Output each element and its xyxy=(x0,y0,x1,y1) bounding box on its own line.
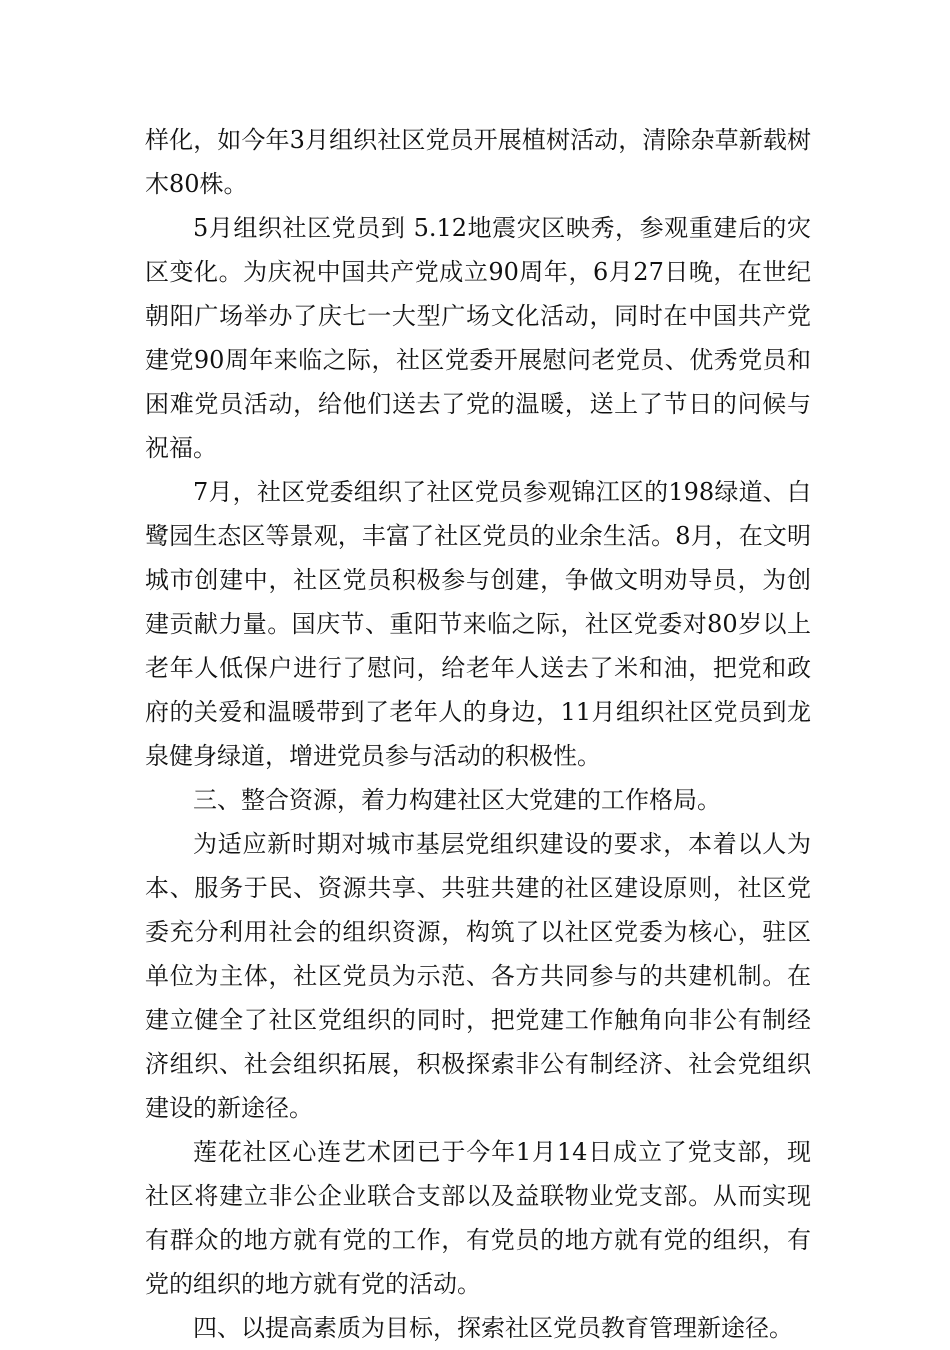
section-heading-four: 四、以提高素质为目标，探索社区党员教育管理新途径。 xyxy=(193,1314,793,1342)
paragraph-continuation: 样化，如今年3月组织社区党员开展植树活动，清除杂草新载树木80株。 xyxy=(145,126,811,198)
paragraph-integration: 为适应新时期对城市基层党组织建设的要求，本着以人为本、服务于民、资源共享、共驻共建的社区建设原则，社区党委充分利用社会的组织资源，构筑了以社区党委为核心，驻区单位为主体，社区党员为示范、各方共同参与的共建机制。在建立健全了社区党组织的同时，把党建工作触角向非公有制经济组织、社会组织拓展，积极探索非公有制经济、社会党组织建设的新途径。 xyxy=(145,830,811,1122)
paragraph-art-troupe: 莲花社区心连艺术团已于今年1月14日成立了党支部，现社区将建立非公企业联合支部以及益联物业党支部。从而实现有群众的地方就有党的工作，有党员的地方就有党的组织，有党的组织的地方就有党的活动。 xyxy=(145,1138,811,1298)
section-heading-three: 三、整合资源，着力构建社区大党建的工作格局。 xyxy=(193,786,721,814)
paragraph-may-activities: 5月组织社区党员到 5.12地震灾区映秀，参观重建后的灾区变化。为庆祝中国共产党成立90周年，6月27日晚，在世纪朝阳广场举办了庆七一大型广场文化活动，同时在中国共产党建党90周年来临之际，社区党委开展慰问老党员、优秀党员和困难党员活动，给他们送去了党的温暖，送上了节日的问候与祝福。 xyxy=(145,214,811,462)
document-page xyxy=(145,118,811,1350)
paragraph-july-activities: 7月，社区党委组织了社区党员参观锦江区的198绿道、白鹭园生态区等景观，丰富了社区党员的业余生活。8月，在文明城市创建中，社区党员积极参与创建，争做文明劝导员，为创建贡献力量。国庆节、重阳节来临之际，社区党委对80岁以上老年人低保户进行了慰问，给老年人送去了米和油，把党和政府的关爱和温暖带到了老年人的身边，11月组织社区党员到龙泉健身绿道，增进党员参与活动的积极性。 xyxy=(145,478,811,770)
